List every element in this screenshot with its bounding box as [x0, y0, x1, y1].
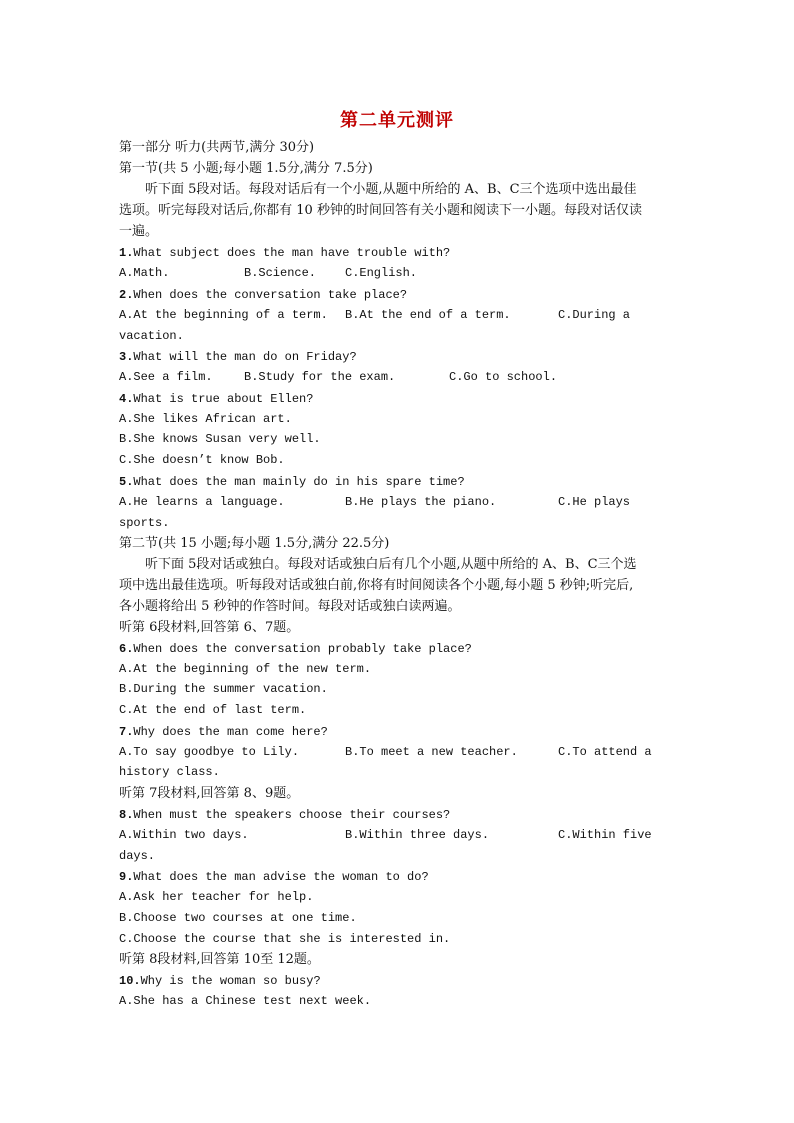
question-8-option-a: A.Within two days. [119, 828, 249, 842]
question-8-option-b: B.Within three days. [345, 828, 490, 842]
question-4-option-b: B.She knows Susan very well. [119, 432, 321, 446]
question-9: 9.What does the man advise the woman to do? [119, 870, 429, 884]
question-5-option-c-continued: sports. [119, 516, 170, 530]
question-8-option-c-continued: days. [119, 849, 156, 863]
question-9-option-c: C.Choose the course that she is interested in. [119, 932, 451, 946]
section-two-intro-line-3: 各小题将给出 5 秒钟的作答时间。每段对话或独白读两遍。 [119, 599, 461, 614]
question-6-option-c: C.At the end of last term. [119, 703, 307, 717]
question-7: 7.Why does the man come here? [119, 725, 328, 739]
question-3: 3.What will the man do on Friday? [119, 350, 357, 364]
question-2-option-b: B.At the end of a term. [345, 308, 511, 322]
question-10: 10.Why is the woman so busy? [119, 974, 321, 988]
question-1: 1.What subject does the man have trouble with? [119, 246, 451, 260]
question-5-option-b: B.He plays the piano. [345, 495, 497, 509]
question-3-option-a: A.See a film. [119, 370, 213, 384]
question-8-option-c: C.Within five [558, 828, 652, 842]
section-one-intro-line-1: 听下面 5段对话。每段对话后有一个小题,从题中所给的 A、B、C三个选项中选出最佳 [145, 182, 637, 197]
question-3-option-c: C.Go to school. [449, 370, 558, 384]
material-6-heading: 听第 6段材料,回答第 6、7题。 [119, 620, 300, 635]
section-two-intro-line-1: 听下面 5段对话或独白。每段对话或独白后有几个小题,从题中所给的 A、B、C三个选 [145, 557, 637, 572]
question-3-option-b: B.Study for the exam. [244, 370, 396, 384]
page-title: 第二单元测评 [340, 110, 454, 131]
question-4-option-c: C.She doesn’t know Bob. [119, 453, 285, 467]
question-1-option-a: A.Math. [119, 266, 170, 280]
question-8: 8.When must the speakers choose their courses? [119, 808, 451, 822]
question-2: 2.When does the conversation take place? [119, 288, 408, 302]
section-one-intro-line-3: 一遍。 [119, 224, 159, 239]
question-5-option-a: A.He learns a language. [119, 495, 285, 509]
section-one-heading: 第一节(共 5 小题;每小题 1.5分,满分 7.5分) [119, 161, 373, 176]
question-7-option-c-continued: history class. [119, 765, 220, 779]
question-7-option-c: C.To attend a [558, 745, 652, 759]
section-two-heading: 第二节(共 15 小题;每小题 1.5分,满分 22.5分) [119, 536, 390, 551]
material-7-heading: 听第 7段材料,回答第 8、9题。 [119, 786, 300, 801]
question-5-option-c: C.He plays [558, 495, 631, 509]
question-7-option-a: A.To say goodbye to Lily. [119, 745, 300, 759]
question-5: 5.What does the man mainly do in his spare time? [119, 475, 465, 489]
question-2-option-c-continued: vacation. [119, 329, 184, 343]
section-one-intro-line-2: 选项。听完每段对话后,你都有 10 秒钟的时间回答有关小题和阅读下一小题。每段对话仅读 [119, 203, 642, 218]
question-4-option-a: A.She likes African art. [119, 412, 292, 426]
question-1-option-c: C.English. [345, 266, 418, 280]
question-2-option-a: A.At the beginning of a term. [119, 308, 328, 322]
question-4: 4.What is true about Ellen? [119, 392, 314, 406]
question-2-option-c: C.During a [558, 308, 631, 322]
part-one-heading: 第一部分 听力(共两节,满分 30分) [119, 140, 315, 155]
question-10-option-a: A.She has a Chinese test next week. [119, 994, 372, 1008]
question-9-option-b: B.Choose two courses at one time. [119, 911, 357, 925]
question-6-option-b: B.During the summer vacation. [119, 682, 328, 696]
section-two-intro-line-2: 项中选出最佳选项。听每段对话或独白前,你将有时间阅读各个小题,每小题 5 秒钟;听完后, [119, 578, 634, 593]
question-6-option-a: A.At the beginning of the new term. [119, 662, 372, 676]
question-7-option-b: B.To meet a new teacher. [345, 745, 518, 759]
material-8-heading: 听第 8段材料,回答第 10至 12题。 [119, 952, 320, 967]
question-9-option-a: A.Ask her teacher for help. [119, 890, 314, 904]
question-6: 6.When does the conversation probably take place? [119, 642, 472, 656]
question-1-option-b: B.Science. [244, 266, 317, 280]
